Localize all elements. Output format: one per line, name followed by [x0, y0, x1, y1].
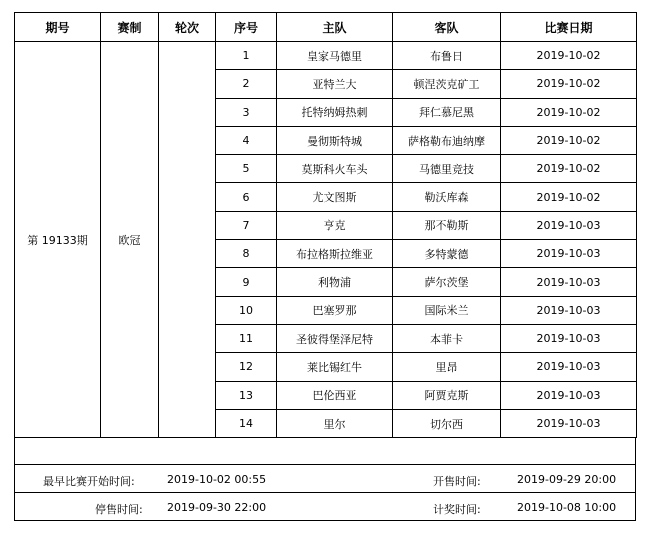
cell-round	[159, 42, 216, 438]
cell-date: 2019-10-03	[501, 240, 637, 268]
cell-away: 多特蒙德	[393, 240, 501, 268]
blank-row	[14, 437, 636, 465]
cell-no: 9	[216, 268, 277, 296]
cell-home: 尤文图斯	[277, 183, 393, 211]
match-table	[14, 12, 637, 438]
cell-away: 切尔西	[393, 409, 501, 437]
sale-start-value: 2019-09-29 20:00	[517, 473, 617, 486]
cell-date: 2019-10-02	[501, 183, 637, 211]
cell-home: 利物浦	[277, 268, 393, 296]
cell-away: 阿贾克斯	[393, 381, 501, 409]
cell-date: 2019-10-03	[501, 409, 637, 437]
header-away: 客队	[393, 13, 501, 42]
cell-no: 2	[216, 70, 277, 98]
cell-no: 3	[216, 98, 277, 126]
header-date: 比赛日期	[501, 13, 637, 42]
cell-date: 2019-10-03	[501, 211, 637, 239]
info-row-2	[14, 493, 636, 521]
header-issue: 期号	[15, 13, 101, 42]
cell-no: 12	[216, 353, 277, 381]
cell-away: 萨格勒布迪纳摩	[393, 126, 501, 154]
cell-no: 6	[216, 183, 277, 211]
cell-away: 勒沃库森	[393, 183, 501, 211]
cell-home: 布拉格斯拉维亚	[277, 240, 393, 268]
sale-stop-value: 2019-09-30 22:00	[167, 501, 267, 514]
cell-date: 2019-10-03	[501, 324, 637, 352]
cell-home: 皇家马德里	[277, 42, 393, 70]
cell-date: 2019-10-02	[501, 70, 637, 98]
cell-home: 巴伦西亚	[277, 381, 393, 409]
cell-date: 2019-10-03	[501, 381, 637, 409]
cell-date: 2019-10-02	[501, 98, 637, 126]
cell-home: 莱比锡红牛	[277, 353, 393, 381]
header-no: 序号	[216, 13, 277, 42]
cell-home: 亨克	[277, 211, 393, 239]
cell-no: 14	[216, 409, 277, 437]
cell-home: 曼彻斯特城	[277, 126, 393, 154]
cell-no: 1	[216, 42, 277, 70]
cell-no: 7	[216, 211, 277, 239]
header-row	[15, 13, 637, 42]
earliest-start-label: 最早比赛开始时间:	[43, 475, 135, 488]
cell-no: 11	[216, 324, 277, 352]
info-row-1	[14, 465, 636, 493]
cell-away: 里昂	[393, 353, 501, 381]
sale-start-label: 开售时间:	[433, 475, 481, 488]
earliest-start-value: 2019-10-02 00:55	[167, 473, 267, 486]
cell-away: 马德里竞技	[393, 155, 501, 183]
table-row	[15, 42, 637, 70]
cell-date: 2019-10-03	[501, 296, 637, 324]
cell-away: 拜仁慕尼黑	[393, 98, 501, 126]
cell-home: 巴塞罗那	[277, 296, 393, 324]
cell-no: 10	[216, 296, 277, 324]
cell-away: 国际米兰	[393, 296, 501, 324]
cell-no: 5	[216, 155, 277, 183]
cell-away: 那不勒斯	[393, 211, 501, 239]
cell-home: 里尔	[277, 409, 393, 437]
header-format: 赛制	[101, 13, 159, 42]
header-round: 轮次	[159, 13, 216, 42]
sale-stop-label: 停售时间:	[95, 503, 143, 516]
header-home: 主队	[277, 13, 393, 42]
cell-date: 2019-10-02	[501, 42, 637, 70]
cell-away: 本菲卡	[393, 324, 501, 352]
cell-home: 托特纳姆热刺	[277, 98, 393, 126]
cell-no: 4	[216, 126, 277, 154]
cell-home: 亚特兰大	[277, 70, 393, 98]
cell-home: 圣彼得堡泽尼特	[277, 324, 393, 352]
cell-format: 欧冠	[101, 42, 159, 438]
cell-home: 莫斯科火车头	[277, 155, 393, 183]
cell-away: 萨尔茨堡	[393, 268, 501, 296]
cell-away: 顿涅茨克矿工	[393, 70, 501, 98]
draw-time-value: 2019-10-08 10:00	[517, 501, 617, 514]
cell-away: 布鲁日	[393, 42, 501, 70]
cell-date: 2019-10-02	[501, 155, 637, 183]
cell-no: 8	[216, 240, 277, 268]
cell-date: 2019-10-03	[501, 353, 637, 381]
cell-no: 13	[216, 381, 277, 409]
cell-date: 2019-10-02	[501, 126, 637, 154]
cell-issue: 第 19133期	[15, 42, 101, 438]
draw-time-label: 计奖时间:	[433, 503, 481, 516]
cell-date: 2019-10-03	[501, 268, 637, 296]
